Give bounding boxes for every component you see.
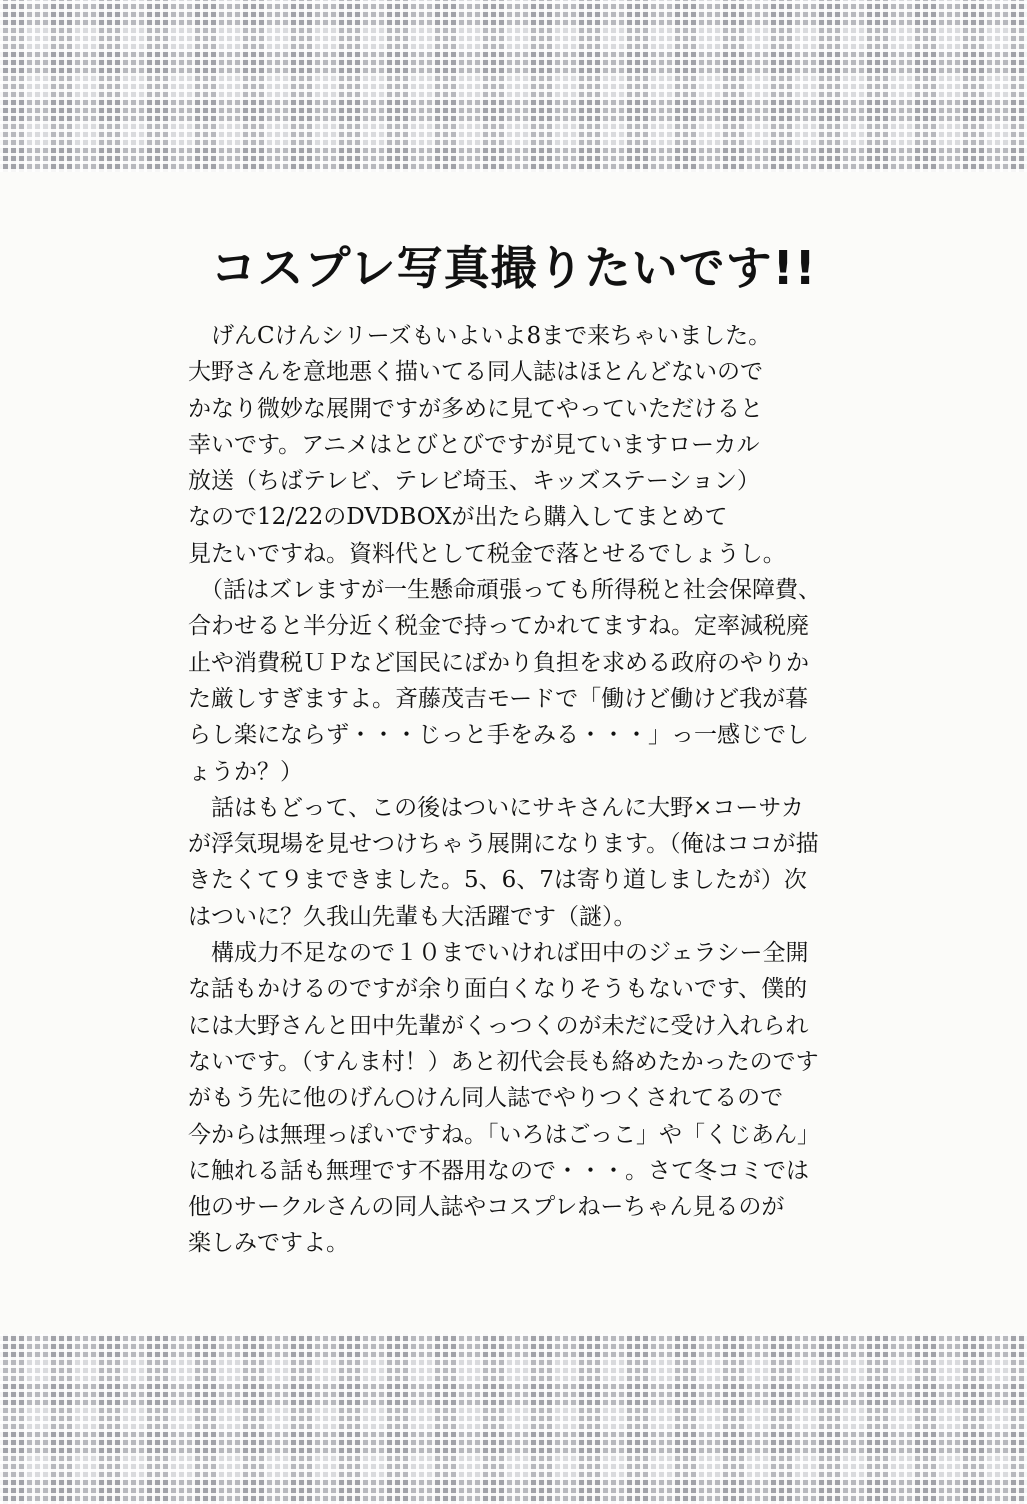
text-line: た厳しすぎますよ。斉藤茂吉モードで「働けど働けど我が暮 [188, 685, 809, 712]
text-line: には大野さんと田中先輩がくっつくのが未だに受け入れられ [188, 1012, 809, 1039]
text-line: らし楽にならず・・・じっと手をみる・・・」っ一感じでし [188, 722, 809, 749]
text-line: 他のサークルさんの同人誌やコスプレねーちゃん見るのが [188, 1194, 785, 1221]
text-line: 止や消費税ＵＰなど国民にばかり負担を求める政府のやりか [188, 649, 809, 676]
text-line: 話はもどって、この後はついにサキさんに大野×コーサカ [211, 794, 804, 821]
text-line: はついに？久我山先輩も大活躍です（謎）。 [188, 903, 637, 930]
text-line: がもう先に他のげん○けん同人誌でやりつくされてるので [188, 1085, 784, 1112]
text-line: きたくて９まできました。5、6、7は寄り道しましたが）次 [188, 867, 807, 894]
text-line: 構成力不足なので１０までいければ田中のジェラシー全開 [211, 940, 809, 967]
text-line: げんCけんシリーズもいよいよ8まで来ちゃいました。 [211, 323, 772, 349]
text-line: が浮気現場を見せつけちゃう展開になります。（俺はココが描 [188, 831, 819, 858]
plaid-border-bottom [0, 1334, 1027, 1504]
text-line: 大野さんを意地悪く描いてる同人誌はほとんどないので [188, 359, 763, 386]
text-line: 楽しみですよ。 [188, 1230, 349, 1257]
text-line: に触れる話も無理です不器用なので・・・。さて冬コミでは [188, 1157, 809, 1184]
text-line: 今からは無理っぽいですね。「いろはごっこ」や「くじあん」 [188, 1121, 821, 1148]
text-line: ないです。（すんま村！）あと初代会長も絡めたかったのです [188, 1048, 819, 1075]
text-line: ょうか？） [188, 758, 303, 785]
text-line: なので12/22のDVDBOXが出たら購入してまとめて [188, 504, 728, 531]
text-line: 幸いです。アニメはとびとびですが見ていますローカル [188, 431, 760, 458]
text-line: 放送（ちばテレビ、テレビ埼玉、キッズステーション） [188, 468, 761, 495]
body-text [188, 318, 908, 1262]
text-line: 見たいですね。資料代として税金で落とせるでしょうし。 [188, 540, 786, 567]
plaid-border-top [0, 0, 1027, 172]
page-title: コスプレ写真撮りたいです!! [210, 241, 817, 295]
text-line: 合わせると半分近く税金で持ってかれてますね。定率減税廃 [188, 613, 809, 640]
text-line: かなり微妙な展開ですが多めに見てやっていただけると [188, 395, 763, 422]
text-line: （話はズレますが一生懸命頑張っても所得税と社会保障費、 [200, 577, 821, 604]
text-line: な話もかけるのですが余り面白くなりそうもないです、僕的 [188, 976, 808, 1003]
